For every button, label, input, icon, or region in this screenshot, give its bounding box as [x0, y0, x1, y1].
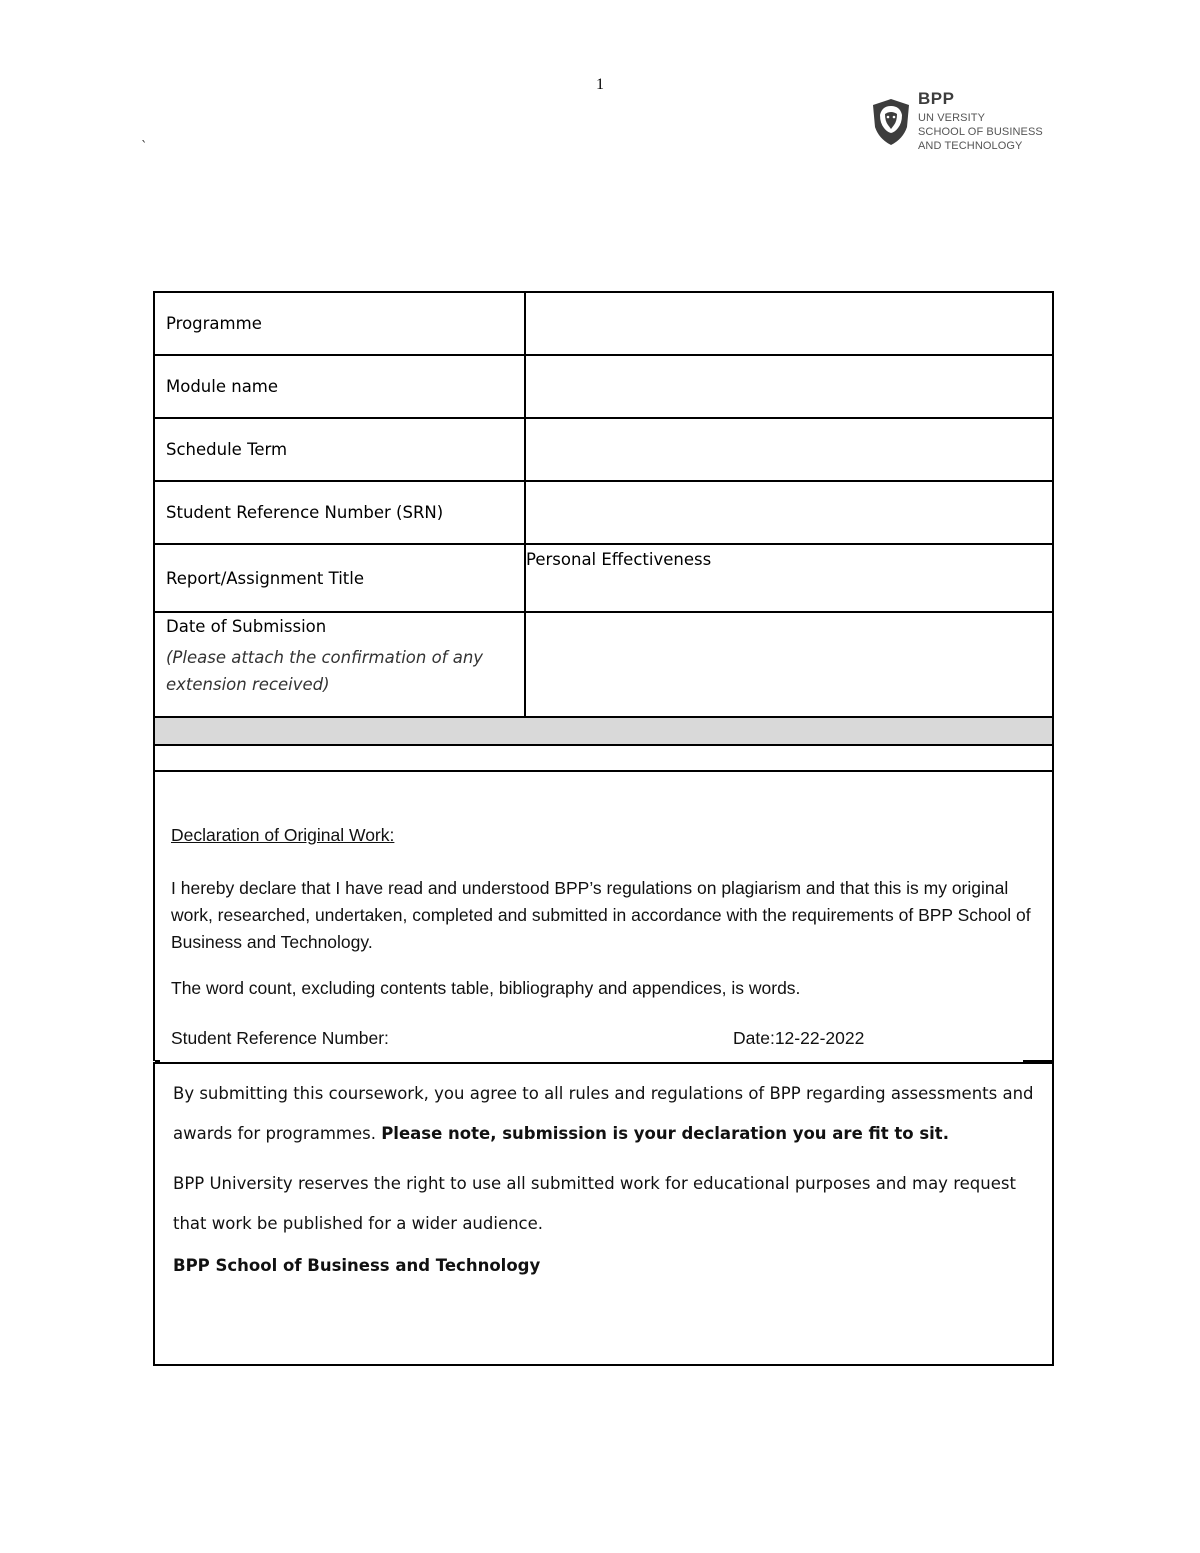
programme-label: Programme: [154, 292, 525, 355]
logo-brand: BPP: [918, 89, 955, 108]
empty-row: [153, 744, 1054, 772]
srn-value: [525, 481, 1053, 544]
programme-value: [525, 292, 1053, 355]
cover-sheet-table: [153, 291, 1054, 723]
srn-label: Student Reference Number (SRN): [154, 481, 525, 544]
schedule-term-label: Schedule Term: [154, 418, 525, 481]
schedule-term-value: [525, 418, 1053, 481]
table-row: [154, 481, 1053, 544]
table-row: [154, 418, 1053, 481]
submission-date-value: [525, 612, 1053, 722]
word-count-statement: The word count, excluding contents table, bibliography and appendices, is words.: [171, 978, 801, 998]
logo-line-1: UN VERSITY: [918, 112, 986, 124]
submission-date-cell: [154, 612, 525, 722]
module-name-label: Module name: [154, 355, 525, 418]
title-label: Report/Assignment Title: [154, 544, 525, 612]
fit-to-sit-notice: Please note, submission is your declaration you are fit to sit.: [381, 1124, 949, 1143]
title-value: Personal Effectiveness: [525, 544, 1053, 612]
terms-section: [153, 1062, 1054, 1366]
declaration-title: Declaration of Original Work:: [171, 825, 395, 845]
table-row: [154, 612, 1053, 722]
table-row: [154, 544, 1053, 612]
logo-line-3: AND TECHNOLOGY: [918, 140, 1023, 152]
table-row: [154, 355, 1053, 418]
stray-mark: `: [141, 140, 148, 155]
terms-paragraph-1: By submitting this coursework, you agree to all rules and regulations of BPP regarding assessments and awards for programmes. Please note, submission is your declaration you are fit to sit.: [173, 1084, 1034, 1143]
terms-paragraph-2: BPP University reserves the right to use all submitted work for educational purposes and may request that work be published for a wider audience.: [173, 1174, 1016, 1233]
declaration-statement: I hereby declare that I have read and understood BPP’s regulations on plagiarism and that this is my original work, researched, undertaken, completed and submitted in accordance with the requirements of BPP School of Business and Technology.: [171, 878, 1031, 952]
module-name-value: [525, 355, 1053, 418]
page-number: 1: [596, 76, 604, 93]
bpp-logo: [871, 89, 1051, 155]
shaded-separator-row: [153, 716, 1054, 746]
lion-shield-icon: [871, 97, 911, 147]
submission-date-label: Date of Submission: [166, 617, 327, 636]
table-row: [154, 292, 1053, 355]
declaration-date: Date:12-22-2022: [733, 1028, 865, 1048]
declaration-section: [153, 771, 1054, 1061]
declaration-srn-label: Student Reference Number:: [171, 1028, 389, 1048]
terms-signature: BPP School of Business and Technology: [173, 1256, 541, 1275]
logo-line-2: SCHOOL OF BUSINESS: [918, 126, 1043, 138]
submission-date-note: (Please attach the confirmation of any extension received): [166, 648, 484, 694]
